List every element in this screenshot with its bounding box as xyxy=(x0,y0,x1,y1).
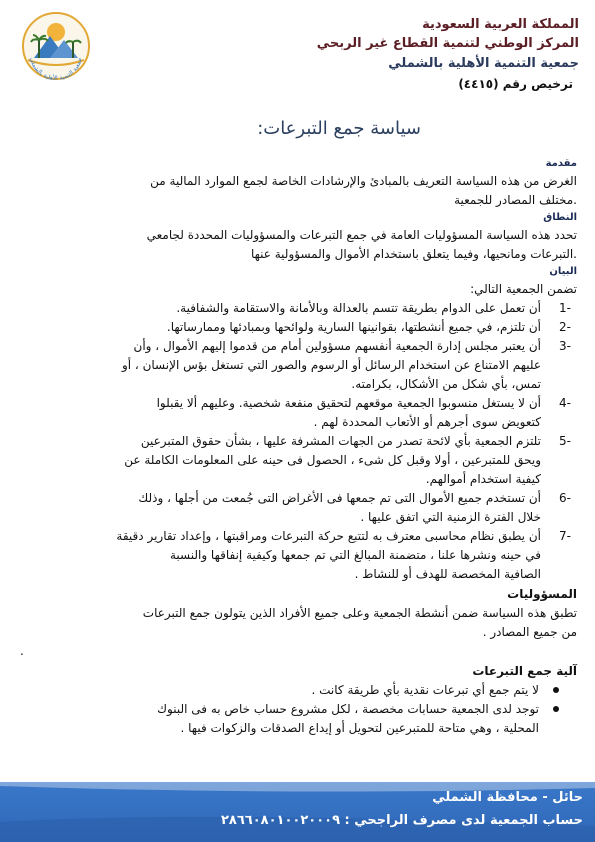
statement-item xyxy=(20,299,577,318)
statement-item-line: أن يعتبر مجلس إدارة الجمعية أنفسهم مسؤولين أمام من قدموا إليهم الأموال ، وأن xyxy=(133,339,541,353)
statement-item-line: تمس، بأي شكل من الأشكال، بكرامته. xyxy=(351,377,541,391)
mechanism-bullet-line: لا يتم جمع أي تبرعات نقدية بأي طريقة كانت . xyxy=(311,683,539,697)
statement-item-line: كيفية استخدام أموالهم. xyxy=(425,472,541,486)
mechanism-heading: آلية جمع التبرعات xyxy=(472,664,577,678)
footer-banner xyxy=(0,782,595,842)
page-title: سياسة جمع التبرعات: xyxy=(257,118,421,139)
mechanism-bullet-line: المحلية ، وهي متاحة للمتبرعين لتحويل أو إيداع الصدقات والزكوات فيها . xyxy=(180,721,539,735)
statement-item-line: أن تلتزم، في جميع أنشطتها، بقوانينها السارية ولوائحها وبمبادئها وممارساتها. xyxy=(166,320,541,334)
mechanism-bullet-line: توجد لدى الجمعية حسابات مخصصة ، لكل مشروع حساب خاص به فى البنوك xyxy=(157,702,539,716)
scope-heading: النطاق xyxy=(543,212,577,223)
statement-item-number: 2- xyxy=(559,320,571,334)
statement-item xyxy=(20,394,577,432)
statement-lead: تضمن الجمعية التالي: xyxy=(470,282,577,296)
logo-text: جمعية التنمية الأهلية بالشملي xyxy=(28,56,84,83)
intro-heading: مقدمة xyxy=(545,158,577,169)
statement-item-line: خلال الفترة الزمنية التي اتفق عليها . xyxy=(360,510,541,524)
header-country: المملكة العربية السعودية xyxy=(422,17,579,32)
responsibilities-dot: . xyxy=(20,644,24,658)
statement-item-line: أن لا يستغل منسوبوا الجمعية موقعهم لتحقيق منفعة شخصية. وعليهم ألا يقبلوا xyxy=(156,396,541,410)
mechanism-bullet xyxy=(20,681,577,700)
header-license: ترخيص رقم (٤٤١٥) xyxy=(458,77,573,91)
statement-item xyxy=(20,337,577,394)
intro-text-1: الغرض من هذه السياسة التعريف بالمبادئ والإرشادات الخاصة لجمع الموارد المالية من xyxy=(150,174,577,188)
policy-content xyxy=(20,156,577,738)
statement-item xyxy=(20,489,577,527)
statement-item-line: ويحق للمتبرعين ، أولا وقبل كل شىء ، الحصول فى حينه على المعلومات الكاملة عن xyxy=(124,453,541,467)
footer-location: حائل - محافظة الشملي xyxy=(432,790,583,805)
bullet-dot-icon xyxy=(553,706,559,712)
statement-item-line: أن تستخدم جميع الأموال التى تم جمعها فى الأغراض التى جُمعت من أجلها ، وذلك xyxy=(138,491,541,505)
scope-text-1: تحدد هذه السياسة المسؤوليات العامة في جمع التبرعات والمسؤوليات المحددة لجامعي xyxy=(146,228,577,242)
statement-item-line: كتعويض سوى أجرهم أو الأتعاب المحددة لهم . xyxy=(313,415,541,429)
footer-bank-account: حساب الجمعية لدى مصرف الراجحي : ٢٨٦٦٠٨٠١٠٠٢٠٠٠٩ xyxy=(220,813,583,828)
statement-item xyxy=(20,432,577,489)
statement-item-line: أن يطبق نظام محاسبى معترف به لتتبع حركة التبرعات ومراقبتها ، وإعداد تقارير دقيقة xyxy=(116,529,541,543)
intro-text-2: .مختلف المصادر للجمعية xyxy=(454,193,577,207)
responsibilities-text-1: تطبق هذه السياسة ضمن أنشطة الجمعية وعلى جميع الأفراد الذين يتولون جمع التبرعات xyxy=(142,606,577,620)
statement-item-line: الصافية المخصصة للهدف أو للنشاط . xyxy=(354,567,541,581)
statement-item-line: تلتزم الجمعية بأي لائحة تصدر من الجهات المشرفة عليها ، بشأن حقوق المتبرعين xyxy=(140,434,541,448)
statement-item xyxy=(20,527,577,584)
statement-item-number: 5- xyxy=(559,434,571,448)
statement-item-number: 6- xyxy=(559,491,571,505)
statement-item-number: 3- xyxy=(559,339,571,353)
statement-item-line: في حينه ونشرها علنا ، متضمنة المبالغ التي تم جمعها وكيفية إنفاقها والنسبة xyxy=(169,548,541,562)
statement-item-line: أن تعمل على الدوام بطريقة تتسم بالعدالة وبالأمانة والاستقامة والشفافية. xyxy=(176,301,541,315)
statement-list xyxy=(20,299,577,584)
mechanism-bullet xyxy=(20,700,577,738)
statement-item xyxy=(20,318,577,337)
statement-item-line: عليهم الامتناع عن استخدام الرسائل أو الرسوم والصور التي تستغل بؤس الإنسان ، أو xyxy=(121,358,541,372)
header-center: المركز الوطني لتنمية القطاع غير الربحي xyxy=(316,36,579,51)
mechanism-list xyxy=(20,681,577,738)
responsibilities-heading: المسؤوليات xyxy=(507,587,577,601)
bullet-dot-icon xyxy=(553,687,559,693)
responsibilities-text-2: من جميع المصادر . xyxy=(482,625,577,639)
statement-item-number: 4- xyxy=(559,396,571,410)
scope-text-2: .التبرعات ومانحيها، وفيما يتعلق باستخدام الأموال والمسؤولية عنها xyxy=(250,247,577,261)
header-association: جمعية التنمية الأهلية بالشملي xyxy=(388,56,579,71)
association-logo-icon xyxy=(20,10,92,86)
statement-item-number: 7- xyxy=(559,529,571,543)
letterhead xyxy=(139,16,579,94)
statement-heading: البيان xyxy=(549,266,577,277)
statement-item-number: 1- xyxy=(559,301,571,315)
